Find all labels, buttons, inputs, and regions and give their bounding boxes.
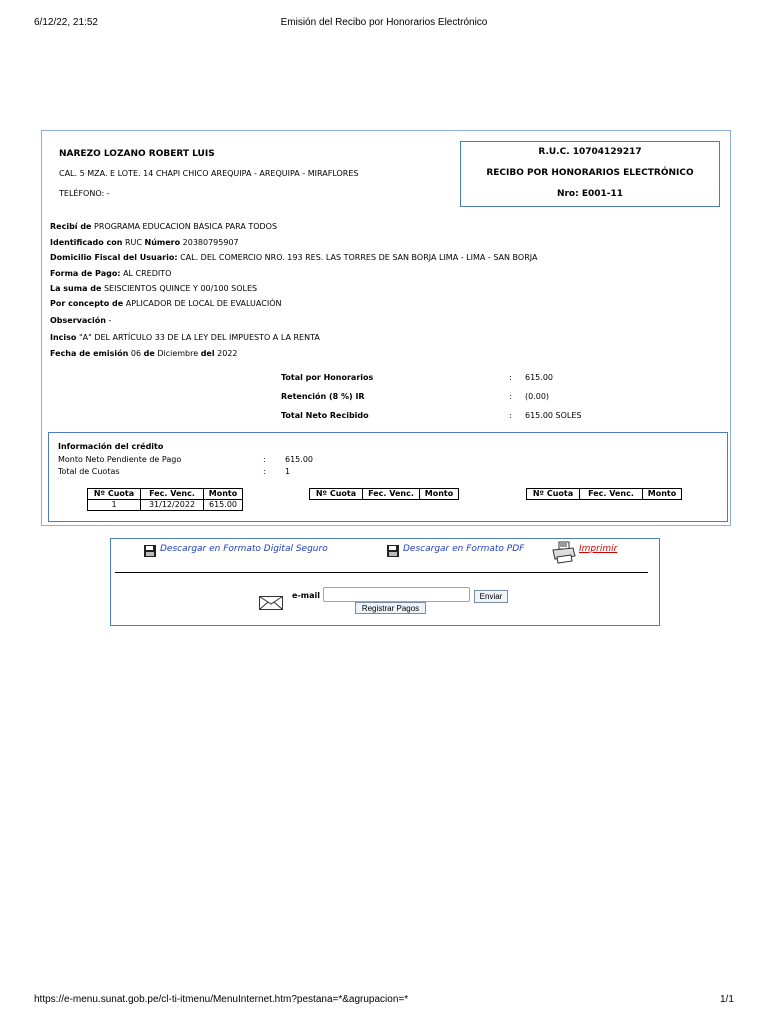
- due-date-cell: 31/12/2022: [141, 500, 204, 511]
- ruc-number: R.U.C. 10704129217: [538, 147, 642, 157]
- fiscal-address-row: [50, 253, 537, 262]
- email-label: e-mail: [292, 591, 320, 600]
- concept-value: APLICADOR DE LOCAL DE EVALUACIÓN: [125, 299, 282, 308]
- received-from-label: Recibí de: [50, 222, 92, 231]
- inciso-row: [50, 333, 320, 342]
- due-date-header: Fec. Venc.: [141, 489, 204, 500]
- total-fees-value: 615.00: [525, 373, 553, 382]
- quota-table-3: [526, 488, 682, 500]
- table-row: [88, 500, 243, 511]
- inciso-value: "A" DEL ARTÍCULO 33 DE LA LEY DEL IMPUESTO A LA RENTA: [78, 333, 320, 342]
- issuer-name: NAREZO LOZANO ROBERT LUIS: [59, 149, 215, 159]
- retention-label: Retención (8 %) IR: [281, 392, 365, 401]
- receipt-number: Nro: E001-11: [556, 189, 624, 199]
- divider: [115, 572, 648, 573]
- amount-cell: 615.00: [204, 500, 243, 511]
- observation-row: [50, 316, 111, 325]
- print-label[interactable]: Imprimir: [579, 544, 618, 554]
- total-fees-label: Total por Honorarios: [281, 373, 374, 382]
- credit-title: Información del crédito: [58, 442, 164, 451]
- net-total-sep: :: [509, 411, 512, 420]
- issue-date-month: Diciembre: [157, 349, 199, 358]
- send-button[interactable]: Enviar: [474, 590, 508, 603]
- print-datetime: 6/12/22, 21:52: [34, 17, 98, 28]
- received-from-value: PROGRAMA EDUCACION BASICA PARA TODOS: [94, 222, 278, 231]
- doc-kind: RUC: [124, 238, 142, 247]
- ruc-box: [460, 141, 720, 207]
- received-from-row: [50, 222, 277, 231]
- save-disk-icon: [386, 544, 400, 558]
- issue-date-row: [50, 349, 238, 358]
- page-url: https://e-menu.sunat.gob.pe/cl-ti-itmenu/MenuInternet.htm?pestana=*&agrupacion=*: [34, 994, 409, 1005]
- save-disk-icon: [143, 544, 157, 558]
- table-header-row: [310, 489, 459, 500]
- pending-amount-value: 615.00: [285, 455, 313, 464]
- inciso-label: Inciso: [50, 333, 77, 342]
- envelope-icon: [259, 596, 283, 610]
- printer-icon: [551, 540, 577, 564]
- concept-row: [50, 299, 281, 308]
- total-quotas-value: 1: [285, 467, 291, 476]
- download-secure-label[interactable]: Descargar en Formato Digital Seguro: [160, 544, 328, 554]
- amount-header: Monto: [204, 489, 243, 500]
- observation-label: Observación: [50, 316, 106, 325]
- amount-header: Monto: [420, 489, 459, 500]
- issue-date-de: de: [143, 349, 155, 358]
- quota-number-header: Nº Cuota: [88, 489, 141, 500]
- sum-value: SEISCIENTOS QUINCE Y 00/100 SOLES: [103, 284, 258, 293]
- issuer-phone: TELÉFONO: -: [59, 189, 110, 198]
- total-quotas-label: Total de Cuotas: [58, 467, 120, 476]
- observation-value: -: [108, 316, 112, 325]
- retention-sep: :: [509, 392, 512, 401]
- quota-table-2: [309, 488, 459, 500]
- quota-number-header: Nº Cuota: [310, 489, 363, 500]
- fiscal-address-value: CAL. DEL COMERCIO NRO. 193 RES. LAS TORRES DE SAN BORJA LIMA - LIMA - SAN BORJA: [180, 253, 538, 262]
- payment-value: AL CREDITO: [123, 269, 172, 278]
- issue-date-day: 06: [130, 349, 142, 358]
- payment-row: [50, 269, 171, 278]
- due-date-header: Fec. Venc.: [580, 489, 643, 500]
- identified-label: Identificado con: [50, 238, 123, 247]
- page-number: 1/1: [720, 994, 734, 1005]
- retention-value: (0.00): [525, 392, 550, 401]
- issuer-address: CAL. 5 MZA. E LOTE. 14 CHAPI CHICO AREQUIPA - AREQUIPA - MIRAFLORES: [59, 169, 359, 178]
- doc-number: 20380795907: [182, 238, 239, 247]
- due-date-header: Fec. Venc.: [363, 489, 420, 500]
- pending-amount-label: Monto Neto Pendiente de Pago: [58, 455, 182, 464]
- issue-date-label: Fecha de emisión: [50, 349, 129, 358]
- register-payments-button[interactable]: Registrar Pagos: [355, 602, 426, 614]
- sum-label: La suma de: [50, 284, 102, 293]
- table-header-row: [527, 489, 682, 500]
- net-total-label: Total Neto Recibido: [281, 411, 369, 420]
- download-pdf-label[interactable]: Descargar en Formato PDF: [403, 544, 525, 554]
- print-title: Emisión del Recibo por Honorarios Electrónico: [280, 17, 488, 28]
- concept-label: Por concepto de: [50, 299, 124, 308]
- net-total-value: 615.00 SOLES: [525, 411, 582, 420]
- table-header-row: [88, 489, 243, 500]
- identified-row: [50, 238, 239, 247]
- fiscal-address-label: Domicilio Fiscal del Usuario:: [50, 253, 178, 262]
- issue-date-del: del: [200, 349, 215, 358]
- total-quotas-sep: :: [263, 467, 266, 476]
- pending-amount-sep: :: [263, 455, 266, 464]
- number-label: Número: [144, 238, 181, 247]
- quota-table-1: [87, 488, 243, 511]
- total-fees-sep: :: [509, 373, 512, 382]
- quota-number-header: Nº Cuota: [527, 489, 580, 500]
- quota-number-cell: 1: [88, 500, 141, 511]
- payment-label: Forma de Pago:: [50, 269, 121, 278]
- email-field[interactable]: [323, 587, 470, 602]
- issue-date-year: 2022: [217, 349, 238, 358]
- document-type: RECIBO POR HONORARIOS ELECTRÓNICO: [486, 168, 694, 178]
- sum-row: [50, 284, 257, 293]
- amount-header: Monto: [643, 489, 682, 500]
